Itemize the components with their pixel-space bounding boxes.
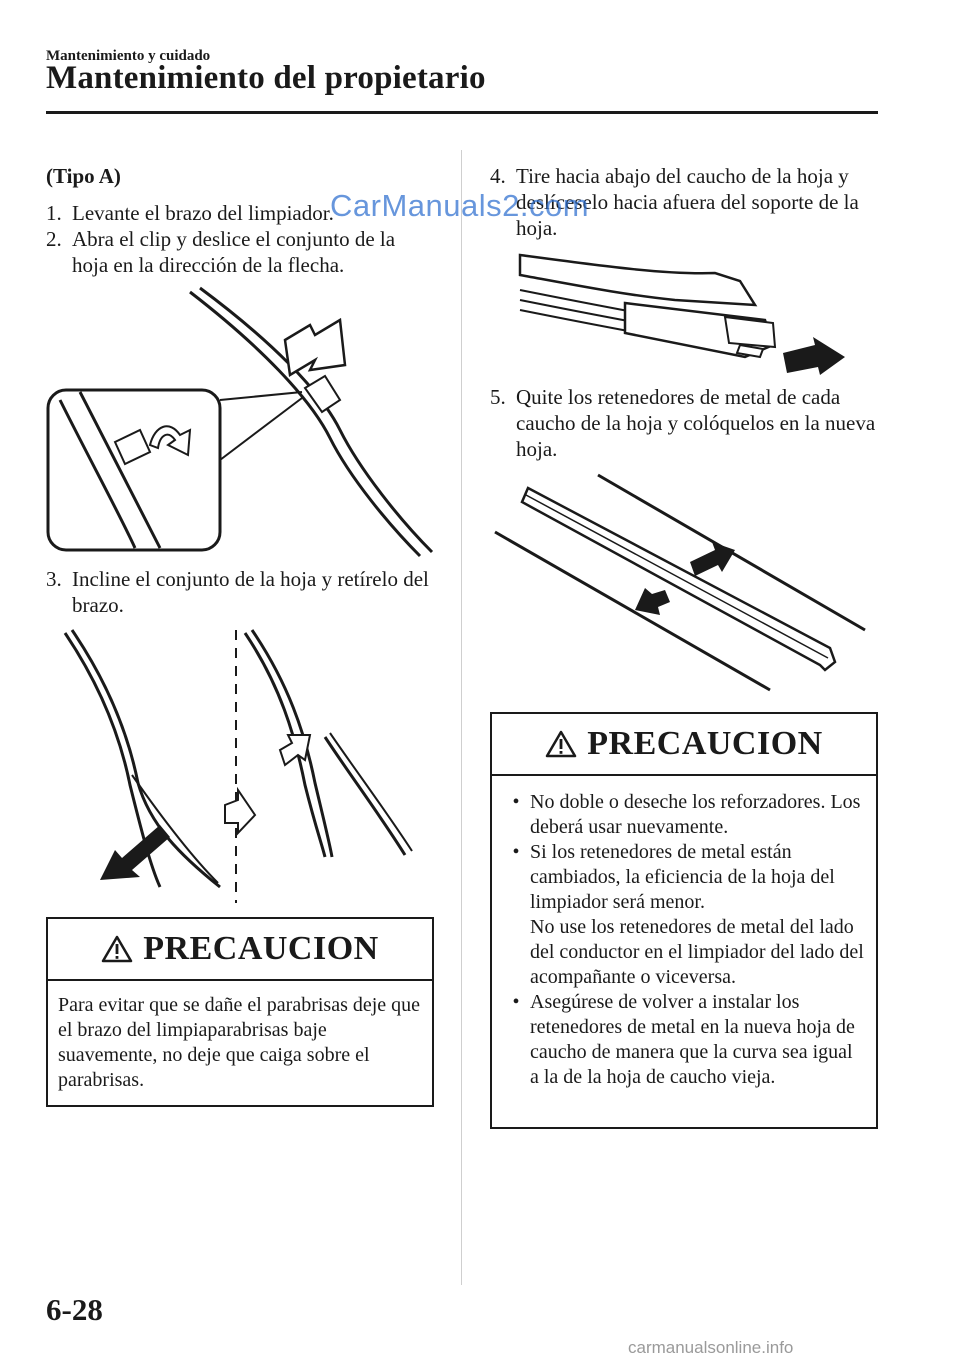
step-number: 3. bbox=[46, 567, 62, 591]
caution-title: PRECAUCION bbox=[143, 930, 379, 967]
bullet-icon: • bbox=[512, 791, 520, 813]
step-number: 1. bbox=[46, 201, 62, 225]
caution-title: PRECAUCION bbox=[587, 725, 823, 762]
step-number: 5. bbox=[490, 385, 506, 409]
caution-box-left bbox=[46, 917, 434, 1107]
step-2 bbox=[46, 226, 436, 278]
step-text: Incline el conjunto de la hoja y retírelo del brazo. bbox=[72, 567, 429, 617]
illustration-remove-blade bbox=[60, 625, 430, 905]
section-label: Mantenimiento y cuidado bbox=[46, 48, 211, 64]
caution-note: No use los retenedores de metal del lado del conductor en el limpiador del lado del acompañante o viceversa. bbox=[530, 916, 864, 988]
caution-header bbox=[48, 919, 432, 981]
page-number: 6-28 bbox=[46, 1292, 103, 1327]
illustration-pull-rubber bbox=[515, 245, 855, 385]
illustration-metal-retainers bbox=[490, 470, 870, 695]
caution-text: Para evitar que se dañe el parabrisas deje que el brazo del limpiaparabrisas baje suavemente, no deje que caiga sobre el parabrisas. bbox=[58, 994, 421, 1091]
caution-box-right bbox=[490, 712, 878, 1129]
step-number: 4. bbox=[490, 164, 506, 188]
bullet-icon: • bbox=[512, 841, 520, 863]
warning-triangle-icon bbox=[545, 730, 577, 758]
page-title: Mantenimiento del propietario bbox=[46, 60, 486, 96]
column-divider bbox=[461, 150, 462, 1285]
caution-header bbox=[492, 714, 876, 776]
caution-bullet: • No doble o deseche los reforzadores. Los deberá usar nuevamente. bbox=[502, 790, 866, 840]
step-text: Quite los retenedores de metal de cada caucho de la hoja y colóquelos en la nueva hoja. bbox=[516, 385, 876, 461]
watermark: CarManuals2.com bbox=[330, 188, 590, 223]
footer-site: carmanualsonline.info bbox=[628, 1338, 794, 1357]
warning-triangle-icon bbox=[101, 935, 133, 963]
step-number: 2. bbox=[46, 227, 62, 251]
step-text: Abra el clip y deslice el conjunto de la hoja en la dirección de la flecha. bbox=[72, 227, 396, 277]
caution-list bbox=[492, 776, 876, 1102]
step-text: Levante el brazo del limpiador. bbox=[72, 201, 334, 225]
step-5 bbox=[490, 384, 880, 462]
caution-bullet: • Si los retenedores de metal están cambiados, la eficiencia de la hoja del limpiador será menor. bbox=[502, 840, 866, 915]
step-text: Tire hacia abajo del caucho de la hoja y deslíceselo hacia afuera del soporte de la hoja. bbox=[516, 164, 859, 240]
caution-bullet: • Asegúrese de volver a instalar los retenedores de metal en la nueva hoja de caucho de manera que la curva sea igual a la de la hoja de caucho vieja. bbox=[502, 990, 866, 1090]
illustration-open-clip bbox=[40, 280, 440, 560]
bullet-icon: • bbox=[512, 991, 520, 1013]
type-label: (Tipo A) bbox=[46, 164, 121, 188]
step-3 bbox=[46, 566, 436, 618]
title-rule bbox=[46, 111, 878, 114]
